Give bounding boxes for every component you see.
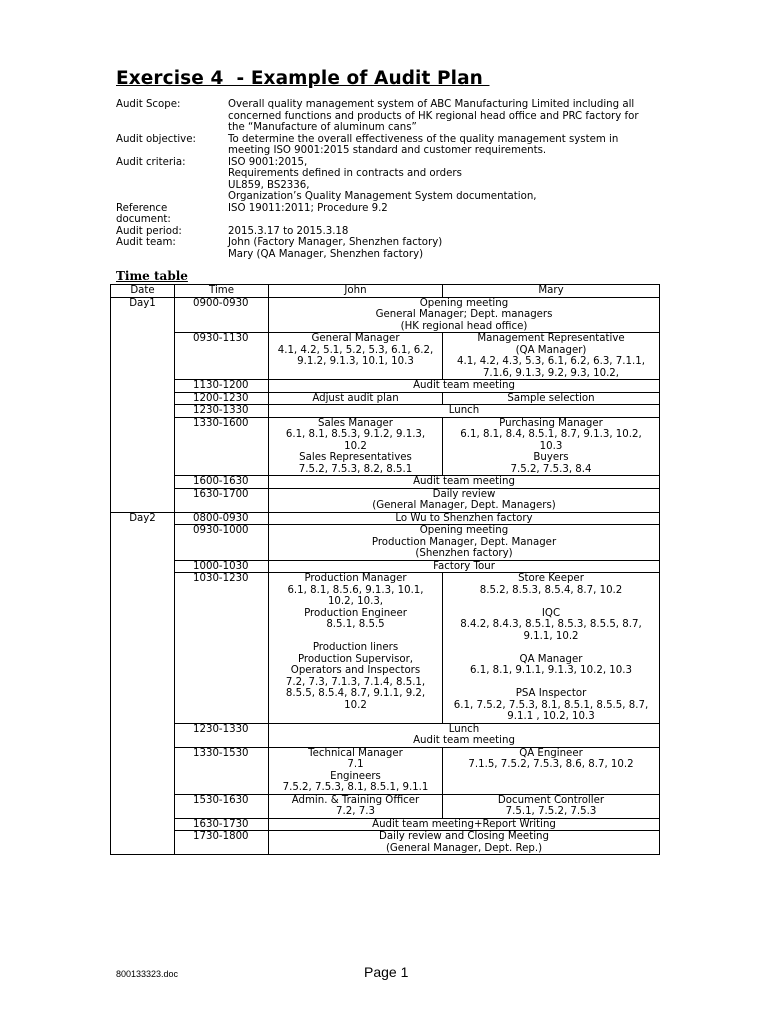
cell-line: 9.1.1 , 10.2, 10.3 <box>507 711 595 722</box>
time-cell: 1230-1330 <box>175 723 269 747</box>
timetable-row <box>111 818 660 831</box>
cell-line: QA Manager <box>519 653 583 665</box>
time-cell: 1030-1230 <box>175 573 269 724</box>
cell-line: (General Manager, Dept. Rep.) <box>385 842 543 854</box>
cell-line: 7.1 <box>347 759 364 770</box>
cell-line <box>445 642 657 654</box>
audit-period-value <box>228 226 661 238</box>
cell-line <box>445 677 657 689</box>
footer-doc-name: 800133323.doc <box>116 969 179 979</box>
timetable-row <box>111 560 660 573</box>
timetable-row <box>111 573 660 724</box>
activity-cell-shared <box>269 380 660 393</box>
audit-period-row <box>116 226 661 238</box>
activity-cell-john <box>269 392 443 405</box>
reference-document-label <box>116 203 228 226</box>
cell-line: Store Keeper <box>518 573 584 584</box>
time-cell: 0900-0930 <box>175 297 269 333</box>
time-cell: 1200-1230 <box>175 392 269 405</box>
audit-criteria-line: Organization’s Quality Management System documentation, <box>228 191 537 202</box>
cell-line: Sales Manager <box>317 417 393 429</box>
reference-document-row <box>116 203 661 226</box>
cell-line: 8.5.5, 8.5.4, 8.7, 9.1.1, 9.2, <box>285 688 426 699</box>
date-cell: Day2 <box>111 512 175 855</box>
activity-cell-john <box>269 573 443 724</box>
cell-line: 7.5.2, 7.5.3, 8.1, 8.5.1, 9.1.1 <box>282 782 429 793</box>
cell-line: 8.5.2, 8.5.3, 8.5.4, 8.7, 10.2 <box>479 584 623 596</box>
footer-page-number: Page 1 <box>364 964 409 980</box>
timetable-row <box>111 333 660 380</box>
activity-cell-shared <box>269 818 660 831</box>
cell-line: 6.1, 8.1, 9.1.1, 9.1.3, 10.2, 10.3 <box>470 665 632 676</box>
cell-line: General Manager; Dept. managers <box>375 309 553 320</box>
audit-scope-label: Audit Scope: <box>116 99 181 110</box>
cell-line: (Shenzhen factory) <box>415 548 513 559</box>
time-cell: 1730-1800 <box>175 831 269 855</box>
cell-line: Production Manager, Dept. Manager <box>371 536 557 548</box>
cell-line: 9.1.2, 9.1.3, 10.1, 10.3 <box>297 356 414 367</box>
header-date: Date <box>111 285 175 298</box>
timetable-row <box>111 512 660 525</box>
timetable-row <box>111 525 660 561</box>
audit-criteria-line: Requirements defined in contracts and orders <box>228 168 462 179</box>
activity-cell-john <box>269 333 443 380</box>
cell-line: Opening meeting <box>419 297 509 309</box>
cell-line: Daily review <box>432 488 496 500</box>
date-cell: Day1 <box>111 297 175 512</box>
cell-line: Buyers <box>533 452 569 463</box>
reference-document-value <box>228 203 661 226</box>
cell-line: Engineers <box>330 770 381 782</box>
cell-line: 7.2, 7.3 <box>336 806 375 817</box>
timetable-row <box>111 488 660 512</box>
cell-line: Audit team meeting <box>413 735 515 746</box>
cell-line: Production Engineer <box>304 607 407 619</box>
header-mary: Mary <box>443 285 660 298</box>
time-cell: 1230-1330 <box>175 405 269 418</box>
timetable <box>110 284 660 855</box>
reference-document-text: ISO 19011:2011; Procedure 9.2 <box>228 202 388 214</box>
activity-cell-john <box>269 747 443 794</box>
audit-period-text: 2015.3.17 to 2015.3.18 <box>228 225 349 237</box>
cell-line: General Manager <box>311 333 400 344</box>
audit-team-member: Mary (QA Manager, Shenzhen factory) <box>228 248 424 260</box>
cell-line: Lunch <box>448 723 480 735</box>
timetable-row <box>111 392 660 405</box>
header-time: Time <box>175 285 269 298</box>
activity-cell-shared <box>269 405 660 418</box>
activity-cell-mary <box>443 573 660 724</box>
cell-line: 7.1.6, 9.1.3, 9.2, 9.3, 10.2, <box>482 367 620 379</box>
reference-label-line: document: <box>116 214 171 225</box>
audit-scope-line: concerned functions and products of HK regional head office and PRC factory for <box>228 110 639 122</box>
cell-line: 6.1, 7.5.2, 7.5.3, 8.1, 8.5.1, 8.5.5, 8.7, <box>453 699 649 711</box>
timetable-row <box>111 831 660 855</box>
cell-line: Management Representative <box>477 333 625 344</box>
timetable-header-row <box>111 285 660 298</box>
timetable-row <box>111 297 660 333</box>
time-cell: 1530-1630 <box>175 794 269 818</box>
activity-cell-mary <box>443 392 660 405</box>
header-john: John <box>269 285 443 298</box>
time-cell: 1630-1730 <box>175 818 269 831</box>
cell-line: 6.1, 8.1, 8.5.3, 9.1.2, 9.1.3, <box>285 429 426 440</box>
time-cell: 1600-1630 <box>175 476 269 489</box>
cell-line: Audit team meeting+Report Writing <box>372 818 556 830</box>
activity-cell-shared <box>269 297 660 333</box>
audit-team-member: John (Factory Manager, Shenzhen factory) <box>228 237 443 248</box>
timetable-row <box>111 476 660 489</box>
cell-line: PSA Inspector <box>515 688 587 699</box>
cell-line <box>271 631 440 643</box>
audit-objective-value <box>228 134 661 157</box>
audit-scope-row <box>116 99 661 134</box>
cell-line: 7.2, 7.3, 7.1.3, 7.1.4, 8.5.1, <box>285 676 426 688</box>
cell-line: Adjust audit plan <box>312 392 399 404</box>
time-cell: 1000-1030 <box>175 560 269 573</box>
cell-line: 6.1, 8.1, 8.5.6, 9.1.3, 10.1, <box>287 584 424 596</box>
activity-cell-shared <box>269 476 660 489</box>
cell-line: (QA Manager) <box>515 344 587 356</box>
time-cell: 1330-1530 <box>175 747 269 794</box>
audit-scope-value <box>228 99 661 134</box>
time-cell: 0800-0930 <box>175 512 269 525</box>
cell-line: Production liners <box>312 642 399 653</box>
time-cell: 1630-1700 <box>175 488 269 512</box>
activity-cell-mary <box>443 747 660 794</box>
timetable-body <box>111 297 660 855</box>
cell-line: Audit team meeting <box>413 380 515 391</box>
cell-line: (HK regional head office) <box>400 320 528 332</box>
time-cell: 0930-1000 <box>175 525 269 561</box>
cell-line: 9.1.1, 10.2 <box>523 630 579 642</box>
cell-line: Purchasing Manager <box>499 417 603 429</box>
cell-line: 10.2 <box>344 699 367 711</box>
cell-line: Operators and Inspectors <box>290 665 421 676</box>
cell-line: Lo Wu to Shenzhen factory <box>395 512 533 524</box>
audit-team-value <box>228 237 661 260</box>
cell-line: 10.2 <box>344 440 367 452</box>
activity-cell-mary <box>443 333 660 380</box>
timetable-row <box>111 747 660 794</box>
audit-objective-row <box>116 134 661 157</box>
audit-objective-label: Audit objective: <box>116 133 196 145</box>
audit-info-block <box>116 99 661 260</box>
cell-line: 8.5.1, 8.5.5 <box>326 619 385 630</box>
cell-line: Production Manager <box>304 573 407 584</box>
audit-objective-line: To determine the overall effectiveness of the quality management system in <box>228 133 619 145</box>
activity-cell-shared <box>269 723 660 747</box>
cell-line: 7.5.2, 7.5.3, 8.2, 8.5.1 <box>298 463 413 475</box>
activity-cell-mary <box>443 417 660 476</box>
activity-cell-shared <box>269 560 660 573</box>
activity-cell-shared <box>269 525 660 561</box>
cell-line: Opening meeting <box>419 525 509 536</box>
audit-scope-line: the “Manufacture of aluminum cans” <box>228 122 417 133</box>
time-cell: 1130-1200 <box>175 380 269 393</box>
cell-line: Lunch <box>448 405 480 416</box>
cell-line: Sample selection <box>507 392 595 404</box>
audit-criteria-line: ISO 9001:2015, <box>228 156 308 168</box>
audit-objective-line: meeting ISO 9001:2015 standard and customer requirements. <box>228 145 547 156</box>
cell-line: 4.1, 4.2, 5.1, 5.2, 5.3, 6.1, 6.2, <box>277 344 434 356</box>
audit-criteria-value <box>228 157 661 203</box>
cell-line: 10.3 <box>539 440 563 452</box>
activity-cell-shared <box>269 488 660 512</box>
time-cell: 0930-1130 <box>175 333 269 380</box>
audit-team-label: Audit team: <box>116 237 176 248</box>
cell-line: 7.5.2, 7.5.3, 8.4 <box>510 463 592 475</box>
cell-line: Factory Tour <box>433 560 495 572</box>
cell-line: 7.1.5, 7.5.2, 7.5.3, 8.6, 8.7, 10.2 <box>468 759 634 770</box>
timetable-row <box>111 380 660 393</box>
activity-cell-john <box>269 417 443 476</box>
cell-line: Technical Manager <box>308 747 403 759</box>
audit-criteria-label: Audit criteria: <box>116 156 186 168</box>
cell-line: Admin. & Training Officer <box>291 794 420 806</box>
audit-scope-line: Overall quality management system of ABC Manufacturing Limited including all <box>228 99 635 110</box>
cell-line: 8.4.2, 8.4.3, 8.5.1, 8.5.3, 8.5.5, 8.7, <box>460 619 642 630</box>
cell-line: Sales Representatives <box>299 452 412 463</box>
activity-cell-mary <box>443 794 660 818</box>
timetable-row <box>111 794 660 818</box>
cell-line: 10.2, 10.3, <box>327 596 384 607</box>
cell-line: 7.5.1, 7.5.2, 7.5.3 <box>505 806 597 817</box>
cell-line: (General Manager, Dept. Managers) <box>372 500 556 511</box>
cell-line: Audit team meeting <box>413 476 515 487</box>
activity-cell-john <box>269 794 443 818</box>
cell-line: QA Engineer <box>519 747 583 759</box>
cell-line: IQC <box>541 607 561 619</box>
audit-criteria-line: UL859, BS2336, <box>228 179 310 191</box>
timetable-title: Time table <box>116 269 188 283</box>
timetable-row <box>111 417 660 476</box>
audit-criteria-row <box>116 157 661 203</box>
timetable-row <box>111 405 660 418</box>
cell-line: Document Controller <box>497 794 605 806</box>
document-title: Exercise 4 - Example of Audit Plan <box>116 68 490 89</box>
reference-label-line: Reference <box>116 202 168 214</box>
time-cell: 1330-1600 <box>175 417 269 476</box>
cell-line: 4.1, 4.2, 4.3, 5.3, 6.1, 6.2, 6.3, 7.1.1, <box>457 356 645 367</box>
activity-cell-shared <box>269 512 660 525</box>
activity-cell-shared <box>269 831 660 855</box>
audit-team-row <box>116 237 661 260</box>
cell-line: Daily review and Closing Meeting <box>379 831 549 842</box>
audit-period-label: Audit period: <box>116 225 182 237</box>
cell-line: 6.1, 8.1, 8.4, 8.5.1, 8.7, 9.1.3, 10.2, <box>460 429 642 440</box>
timetable-row <box>111 723 660 747</box>
cell-line <box>445 596 657 608</box>
cell-line: Production Supervisor, <box>297 653 414 665</box>
